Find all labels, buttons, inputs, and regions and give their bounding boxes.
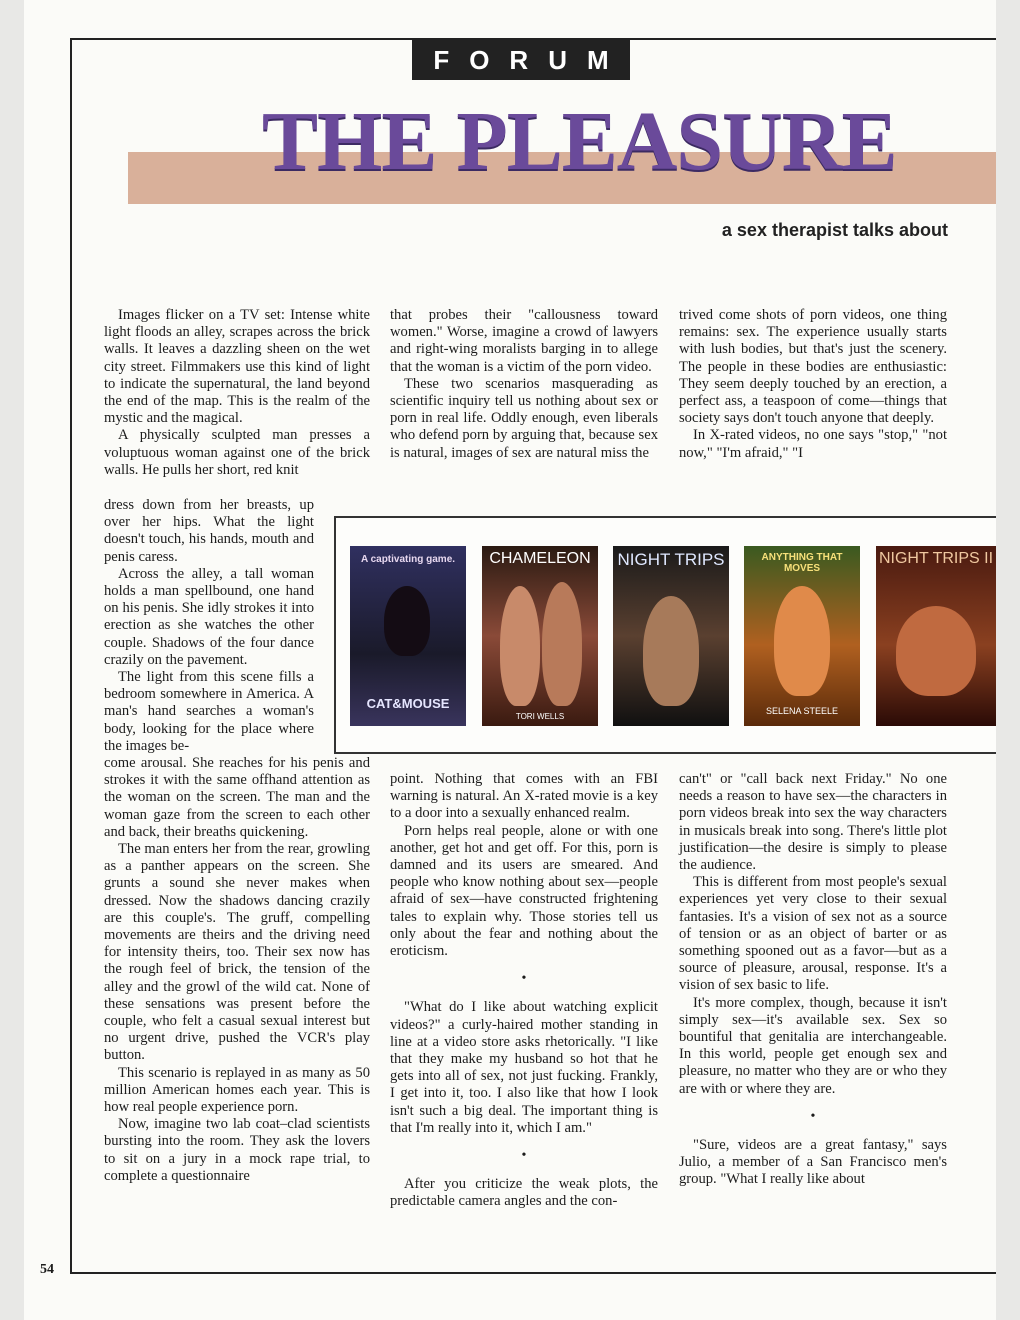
cover-figure	[542, 582, 582, 706]
paragraph: "What do I like about watching explicit videos?" a curly-haired mother standing in line at a video store asks rhetorically. "I like that they make my husband so hot that he gets into all of sex, not just fucking. Frankly, I get into it, too. I also like that how I look isn't such a big deal. The important thing is that I'm really into it, which I am."	[390, 999, 658, 1136]
paragraph: Images flicker on a TV set: Intense white light floods an alley, scrapes across the brick walls. It leaves a dazzling sheen on the wet city street. Filmmakers use this kind of light to indicate the supernatural, the land beyond the end of the map. This is the realm of the mystic and the magical.	[104, 307, 370, 427]
cover-title: ANYTHING THAT MOVES	[761, 552, 843, 574]
paragraph: The man enters her from the rear, growling as a panther appears on the screen. She grunts a sound she never makes when dressed. Now the shadows dancing crazily are this couple's. The gruff, compelling movements are theirs and the driving need for intensity theirs, too. Their sex now has the rough feel of brick, the tension of the alley and the growl of the wild cat. None of these sensations was present before the couple, who felt a casual sexual interest but no urgent drive, pushed the VCR's play button.	[104, 841, 370, 1064]
paragraph: Porn helps real people, alone or with one another, get hot and get off. For this, porn is damned and its users are smeared. And people who know nothing about sex—people afraid of sex—have constructed frightening tales to explain why. Those stories tell us only about the fear and nothing about the eroticism.	[390, 822, 658, 960]
subtitle: a sex therapist talks about	[721, 220, 948, 240]
paragraph: Now, imagine two lab coat–clad scientists bursting into the room. They ask the lovers to sit on a jury in a mock rape trial, to complete a questionnaire	[104, 1116, 370, 1184]
paragraph: dress down from her breasts, up over her hips. What the light doesn't touch, his hands, mouth and penis caress.	[104, 497, 314, 565]
section-bullet: •	[810, 1108, 816, 1124]
section-bullet: •	[521, 1148, 527, 1164]
cover-title: CHAMELEON	[489, 550, 591, 567]
column-1-top	[104, 307, 370, 479]
paragraph: This is different from most people's sexual experiences yet very close to their sexual fantasies. It's a vision of sex not as a source of tension or as an object of barter or as something spooned out as a favor—but as a source of pleasure, arousal, response. It's a vision of sex basic to life.	[679, 874, 947, 994]
paragraph: trived come shots of porn videos, one thing remains: sex. The experience usually starts with lush bodies, but that's just the scenery. The people in these bodies are enthusiastic: They seem deeply touched by an erection, a perfect ass, a teaspoon of come—things that society says don't touch anyone that deeply.	[679, 307, 947, 427]
section-bullet: •	[521, 971, 527, 987]
video-cover-anything-that-moves	[744, 546, 860, 726]
cover-title: NIGHT TRIPS	[617, 550, 725, 569]
paragraph: can't" or "call back next Friday." No one needs a reason to have sex—the characters in porn videos break into sex the way characters in musicals break into song. There's little plot justification—the desire is simply to please the audience.	[679, 771, 947, 874]
cover-credit: TORI WELLS	[515, 712, 565, 721]
cover-title: NIGHT TRIPS II	[878, 550, 994, 567]
column-3-bottom	[679, 771, 947, 1189]
video-cover-night-trips	[613, 546, 729, 726]
cover-figure	[384, 586, 430, 656]
paragraph: A physically sculpted man presses a voluptuous woman against one of the brick walls. He pulls her short, red knit	[104, 427, 370, 478]
column-1-bottom	[104, 755, 370, 1185]
cover-figure	[643, 596, 699, 706]
paragraph: point. Nothing that comes with an FBI warning is natural. An X-rated movie is a key to a door into a sexually enhanced realm.	[390, 771, 658, 822]
cover-figure	[500, 586, 540, 706]
paragraph: These two scenarios masquerading as scientific inquiry tell us nothing about sex or porn in real life. Oddly enough, even liberals who defend porn by arguing that, because sex is natural, images of sex are natural miss the	[390, 375, 658, 461]
frame-rule-left	[70, 38, 72, 1274]
cover-figure	[896, 606, 976, 696]
cover-figure	[774, 586, 830, 696]
section-label: FORUM	[412, 40, 630, 80]
paragraph: "Sure, videos are a great fantasy," says Julio, a member of a San Francisco men's group. "What I really like about	[679, 1137, 947, 1188]
paragraph: After you criticize the weak plots, the predictable camera angles and the con-	[390, 1176, 658, 1210]
video-cover-night-trips-2	[876, 546, 996, 726]
paragraph: In X-rated videos, no one says "stop," "not now," "I'm afraid," "I	[679, 427, 947, 461]
frame-rule-bottom	[70, 1272, 996, 1274]
headline: THE PLEASURE	[262, 95, 897, 188]
video-covers-photo	[334, 516, 996, 754]
paragraph: Across the alley, a tall woman holds a man spellbound, one hand on his penis. She idly strokes it into erection as she watches the other couple. Shadows of the four dance crazily on the pavement.	[104, 565, 314, 668]
paragraph: This scenario is replayed in as many as 50 million American homes each year. This is how real people experience porn.	[104, 1064, 370, 1116]
column-3-top	[679, 307, 947, 462]
paragraph: that probes their "callousness toward women." Worse, imagine a crowd of lawyers and right-wing moralists barging in to allege that the woman is a victim of the porn video.	[390, 307, 658, 375]
video-cover-cat-and-mouse	[350, 546, 466, 726]
cover-title: A captivating game.	[360, 554, 456, 565]
cover-credit: SELENA STEELE	[765, 706, 839, 716]
paragraph: The light from this scene fills a bedroom somewhere in America. A man's hand searches a woman's body, looking for the place where the images be-	[104, 669, 314, 754]
column-1-middle	[104, 497, 314, 755]
video-cover-chameleon	[482, 546, 598, 726]
column-2-bottom	[390, 771, 658, 1211]
page-number: 54	[40, 1262, 54, 1277]
column-2-top	[390, 307, 658, 462]
paragraph: come arousal. She reaches for his penis and strokes it with the same offhand attention as the woman on the screen. The man and the woman gaze from the screen to each other and back, their breaths quickening.	[104, 755, 370, 840]
paragraph: It's more complex, though, because it isn't simply sex—it's available sex. Sex so bountiful that genitalia are interchangeable. In this world, people get enough sex and pleasure, no matter who they are or who they are with or where they are.	[679, 994, 947, 1097]
cover-bottom-title: CAT&MOUSE	[366, 696, 450, 711]
